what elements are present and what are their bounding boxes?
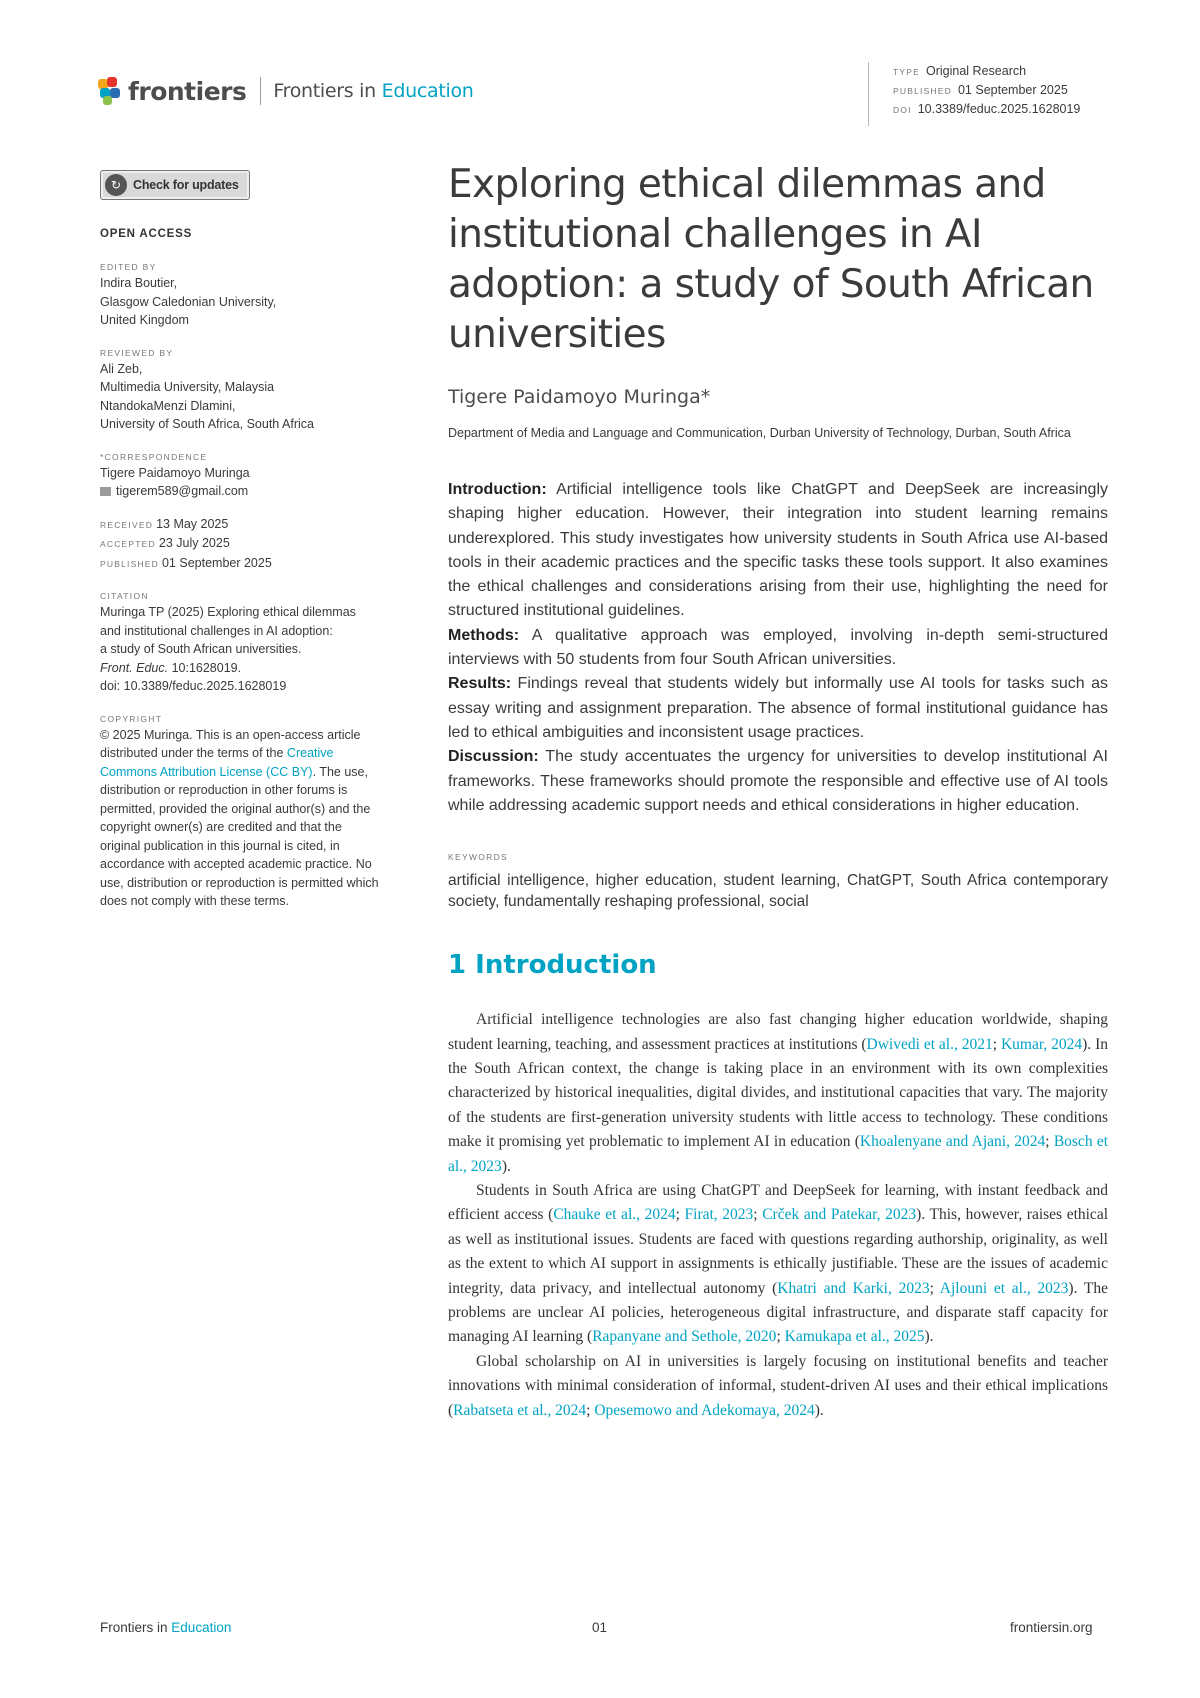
- open-access-label: OPEN ACCESS: [100, 228, 193, 240]
- article-author[interactable]: Tigere Paidamoyo Muringa*: [448, 386, 711, 408]
- check-updates-label: Check for updates: [133, 178, 239, 192]
- edited-by-label: EDITED BY: [100, 262, 157, 272]
- correspondence: Tigere Paidamoyo Muringa tigerem589@gmail.com: [100, 464, 400, 501]
- citation-link[interactable]: Bosch et al., 2023: [448, 1133, 1109, 1175]
- reviewed-by-label: REVIEWED BY: [100, 347, 174, 358]
- journal-accent: Education: [381, 80, 474, 102]
- meta-doi[interactable]: DOI 10.3389/feduc.2025.1628019: [893, 102, 1081, 116]
- logo-divider: [260, 77, 261, 105]
- introduction-body: [448, 1008, 1108, 1423]
- citation-link[interactable]: Kamukapa et al., 2025: [784, 1328, 925, 1346]
- mail-icon: [100, 487, 111, 496]
- journal-name: [273, 80, 473, 102]
- footer-site-link[interactable]: frontiersin.org: [1010, 1620, 1093, 1635]
- section-heading-introduction: 1 Introduction: [448, 950, 657, 981]
- date-received: RECEIVED 13 May 2025: [100, 516, 229, 531]
- article-title: Exploring ethical dilemmas and institutional challenges in AI adoption: a study of South African universities: [448, 162, 1094, 357]
- body-paragraph: Students in South Africa are using ChatGPT and DeepSeek for learning, with instant feedback and efficient access (Chauke et al., 2024; Firat, 2023; Crček and Patekar, 2023). This, however, raises ethical as well as institutional issues. Students are faced with questions regarding authorship, originality, as well as the extent to which AI support in assignments is ethically justifiable. These are the issues of academic integrity, data privacy, and intellectual autonomy (Khatri and Karki, 2023; Ajlouni et al., 2023). The problems are unclear AI policies, heterogeneous digital infrastructure, and disparate staff capacity for managing AI learning (Rapanyane and Sethole, 2020; Kamukapa et al., 2025).: [448, 1182, 1109, 1346]
- footer-journal: Frontiers in Education: [100, 1620, 232, 1635]
- copyright-text: © 2025 Muringa. This is an open-access article distributed under the terms of the Creative Commons Attribution License (CC BY). The use, distribution or reproduction in other forums is permitted, provided the original author(s) and the copyright owner(s) are credited and that the original publication in this journal is cited, in accordance with accepted academic practice. No use, distribution or reproduction is permitted which does not comply with these terms.: [100, 727, 379, 908]
- date-published: PUBLISHED 01 September 2025: [100, 555, 272, 570]
- check-for-updates-button[interactable]: [100, 170, 250, 200]
- citation-link[interactable]: Ajlouni et al., 2023: [939, 1279, 1069, 1297]
- citation-link[interactable]: Chauke et al., 2024: [553, 1206, 676, 1224]
- abstract-results: Results: Findings reveal that students widely but informally use AI tools for tasks such as essay writing and assignment preparation. The absence of formal institutional guidance has led to ethical ambiguities and inconsistent usage practices.: [448, 675, 1108, 741]
- body-paragraph: Artificial intelligence technologies are also fast changing higher education worldwide, shaping student learning, teaching, and assessment practices at institutions (Dwivedi et al., 2021; Kumar, 2024). In the South African context, the change is taking place in an environment with its own complexities characterized by historical inequalities, digital divides, and institutional capacities that vary. The majority of the students are first-generation university students with little access to technology. These conditions make it promising yet problematic to implement AI in education (Khoalenyane and Ajani, 2024; Bosch et al., 2023).: [448, 1011, 1109, 1175]
- citation: Muringa TP (2025) Exploring ethical dilemmas and institutional challenges in AI adoption: a study of South African universities. Front. Educ. 10:1628019. doi: 10.3389/feduc.2025.1628019: [100, 605, 356, 693]
- citation-link[interactable]: Firat, 2023: [684, 1206, 754, 1224]
- article-main: [448, 160, 1108, 1423]
- keywords-label: KEYWORDS: [448, 852, 508, 863]
- meta-type: TYPE Original Research: [893, 64, 1027, 78]
- refresh-icon: ↻: [105, 174, 127, 196]
- copyright-label: COPYRIGHT: [100, 713, 163, 724]
- logo-wordmark: frontiers: [128, 76, 247, 106]
- citation-link[interactable]: Dwivedi et al., 2021: [866, 1035, 993, 1053]
- abstract-introduction: Introduction: Artificial intelligence tools like ChatGPT and DeepSeek are increasingly shaping higher education. However, their integration into student learning remains underexplored. This study investigates how university students in South Africa use AI-based tools in their academic practices and the specific tasks these tools support. It also examines the ethical challenges and considerations arising from their use, highlighting the need for structured institutional guidelines.: [448, 481, 1108, 620]
- abstract-discussion: Discussion: The study accentuates the urgency for universities to develop institutional AI frameworks. These frameworks should promote the responsible and effective use of AI tools while addressing academic support needs and ethical considerations in higher education.: [448, 748, 1108, 814]
- correspondence-email[interactable]: tigerem589@gmail.com: [100, 482, 400, 501]
- citation-link[interactable]: Rabatseta et al., 2024: [453, 1401, 587, 1419]
- abstract: [448, 478, 1108, 818]
- citation-link[interactable]: Crček and Patekar, 2023: [762, 1206, 917, 1224]
- frontiers-logo[interactable]: [98, 74, 474, 108]
- reviewed-by: Ali Zeb, Multimedia University, Malaysia NtandokaMenzi Dlamini, University of South Africa, South Africa: [100, 361, 314, 431]
- edited-by: Indira Boutier, Glasgow Caledonian University, United Kingdom: [100, 276, 277, 327]
- sidebar: [100, 170, 400, 911]
- abstract-methods: Methods: A qualitative approach was employed, involving in-depth semi-structured interviews with 50 students from four South African universities.: [448, 626, 1108, 669]
- frontiers-logo-icon: [98, 77, 124, 105]
- article-meta: [868, 62, 1080, 126]
- citation-label: CITATION: [100, 591, 149, 601]
- body-paragraph: Global scholarship on AI in universities is largely focusing on institutional benefits and teacher innovations with minimal consideration of informal, student-driven AI uses and their ethical implications (Rabatseta et al., 2024; Opesemowo and Adekomaya, 2024).: [448, 1352, 1108, 1419]
- citation-link[interactable]: Khatri and Karki, 2023: [777, 1279, 930, 1297]
- article-dates: [100, 515, 400, 574]
- correspondence-label: *CORRESPONDENCE: [100, 451, 208, 462]
- citation-link[interactable]: Opesemowo and Adekomaya, 2024: [594, 1401, 815, 1419]
- meta-published: PUBLISHED 01 September 2025: [893, 83, 1068, 97]
- keywords: artificial intelligence, higher education, student learning, ChatGPT, South Africa contemporary society, fundamentally reshaping professional, social: [448, 872, 1108, 911]
- author-affiliation: Department of Media and Language and Communication, Durban University of Technology, Durban, South Africa: [448, 426, 1071, 440]
- citation-link[interactable]: Rapanyane and Sethole, 2020: [592, 1328, 777, 1346]
- citation-link[interactable]: Kumar, 2024: [1000, 1035, 1083, 1053]
- journal-prefix: Frontiers in: [273, 80, 376, 102]
- cc-license-link[interactable]: Creative Commons Attribution License (CC BY): [100, 746, 334, 779]
- date-accepted: ACCEPTED 23 July 2025: [100, 536, 230, 550]
- citation-link[interactable]: Khoalenyane and Ajani, 2024: [859, 1133, 1046, 1151]
- page-number: 01: [592, 1620, 608, 1635]
